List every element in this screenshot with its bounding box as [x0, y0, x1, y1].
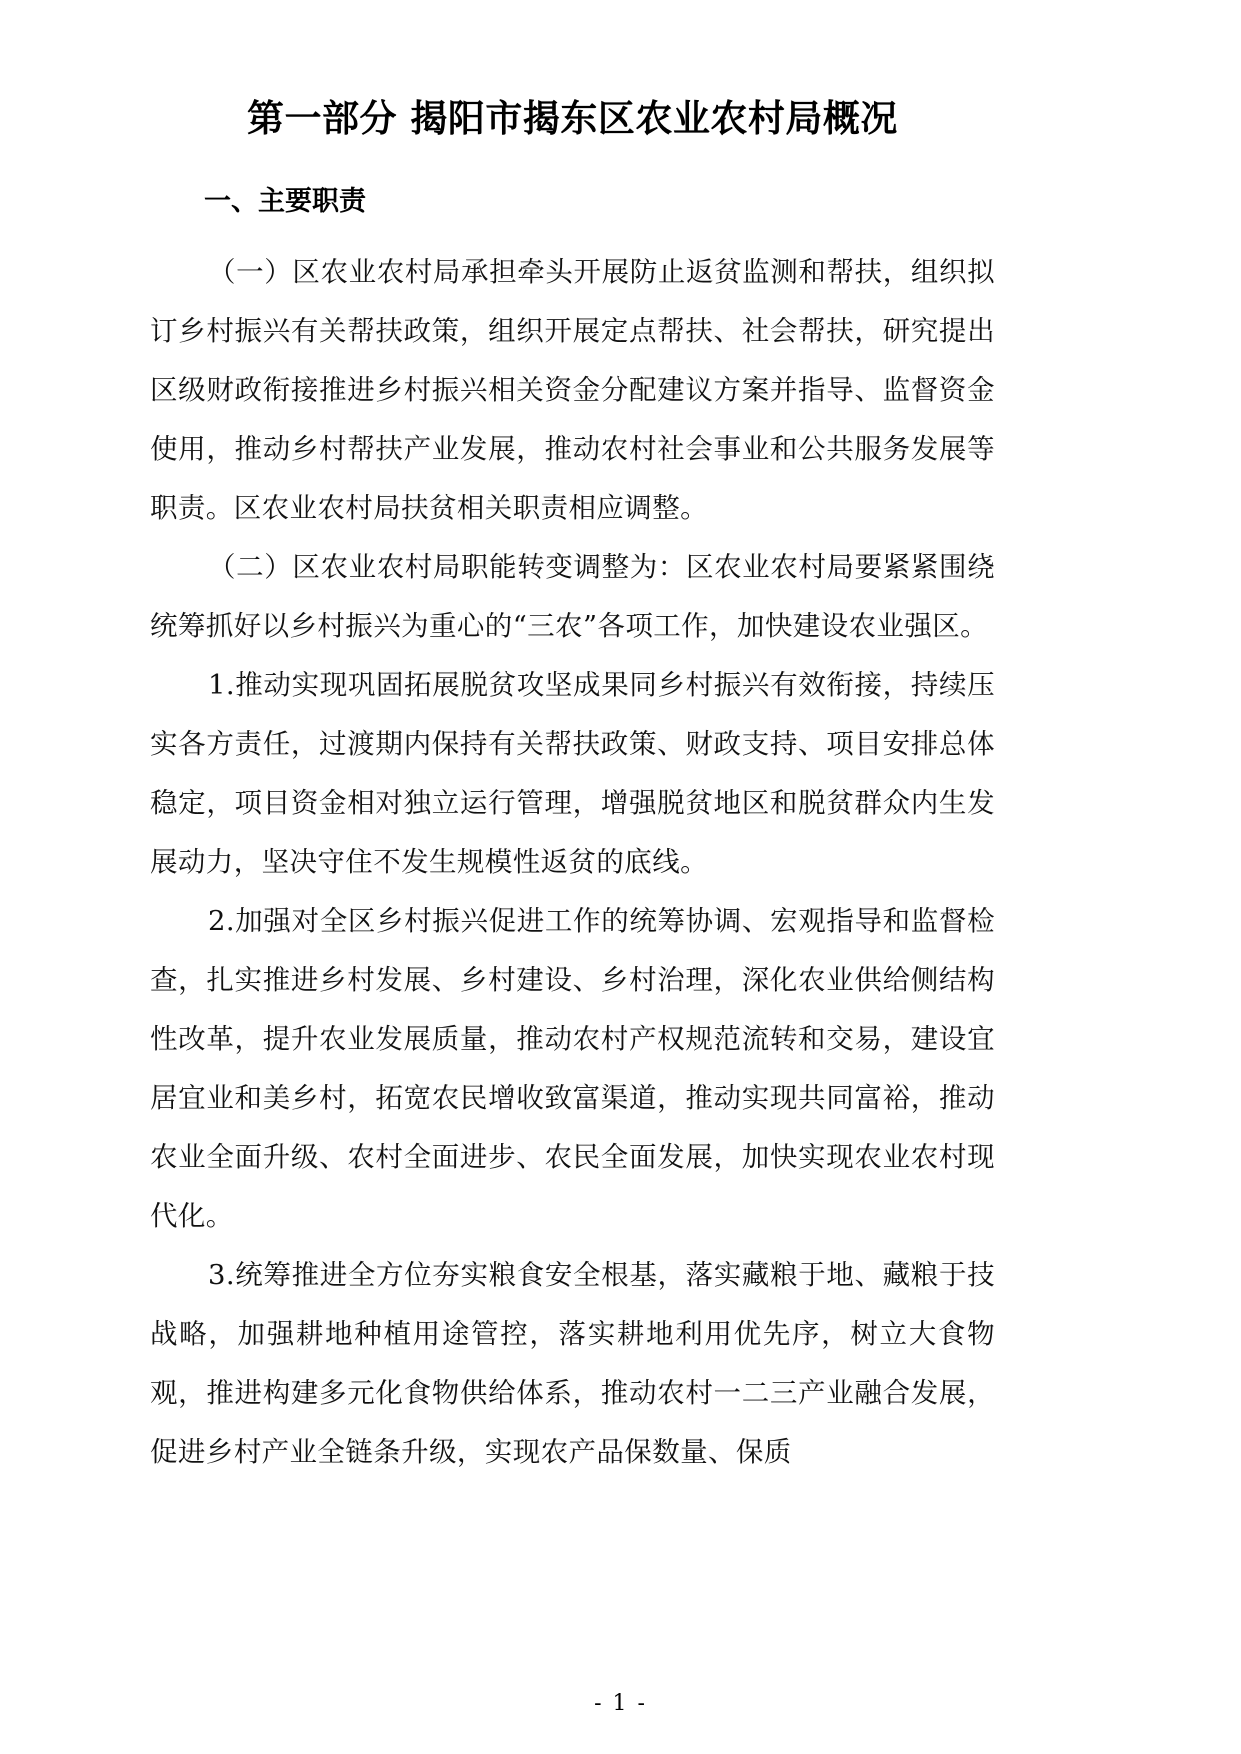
paragraph-item-2: （二）区农业农村局职能转变调整为：区农业农村局要紧紧围绕统筹抓好以乡村振兴为重心的“三农”各项工作，加快建设农业强区。: [150, 551, 995, 643]
paragraph-numbered-3: 3.统筹推进全方位夯实粮食安全根基，落实藏粮于地、藏粮于技战略，加强耕地种植用途管控，落实耕地利用优先序，树立大食物观，推进构建多元化食物供给体系，推动农村一二三产业融合发展，促进乡村产业全链条升级，实现农产品保数量、保质: [150, 1259, 995, 1469]
page-number-footer: - 1 -: [594, 1691, 647, 1716]
page-title: 第一部分 揭阳市揭东区农业农村局概况: [247, 97, 898, 140]
page-content: [150, 96, 995, 1482]
paragraph-numbered-1: 1.推动实现巩固拓展脱贫攻坚成果同乡村振兴有效衔接，持续压实各方责任，过渡期内保持有关帮扶政策、财政支持、项目安排总体稳定，项目资金相对独立运行管理，增强脱贫地区和脱贫群众内生发展动力，坚决守住不发生规模性返贫的底线。: [150, 669, 995, 879]
paragraph-numbered-2: 2.加强对全区乡村振兴促进工作的统筹协调、宏观指导和监督检查，扎实推进乡村发展、乡村建设、乡村治理，深化农业供给侧结构性改革，提升农业发展质量，推动农村产权规范流转和交易，建设宜居宜业和美乡村，拓宽农民增收致富渠道，推动实现共同富裕，推动农业全面升级、农村全面进步、农民全面发展，加快实现农业农村现代化。: [150, 905, 995, 1233]
section-heading-main-duties: 一、主要职责: [204, 186, 366, 218]
paragraph-item-1: （一）区农业农村局承担牵头开展防止返贫监测和帮扶，组织拟订乡村振兴有关帮扶政策，组织开展定点帮扶、社会帮扶，研究提出区级财政衔接推进乡村振兴相关资金分配建议方案并指导、监督资金使用，推动乡村帮扶产业发展，推动农村社会事业和公共服务发展等职责。区农业农村局扶贫相关职责相应调整。: [150, 256, 995, 525]
